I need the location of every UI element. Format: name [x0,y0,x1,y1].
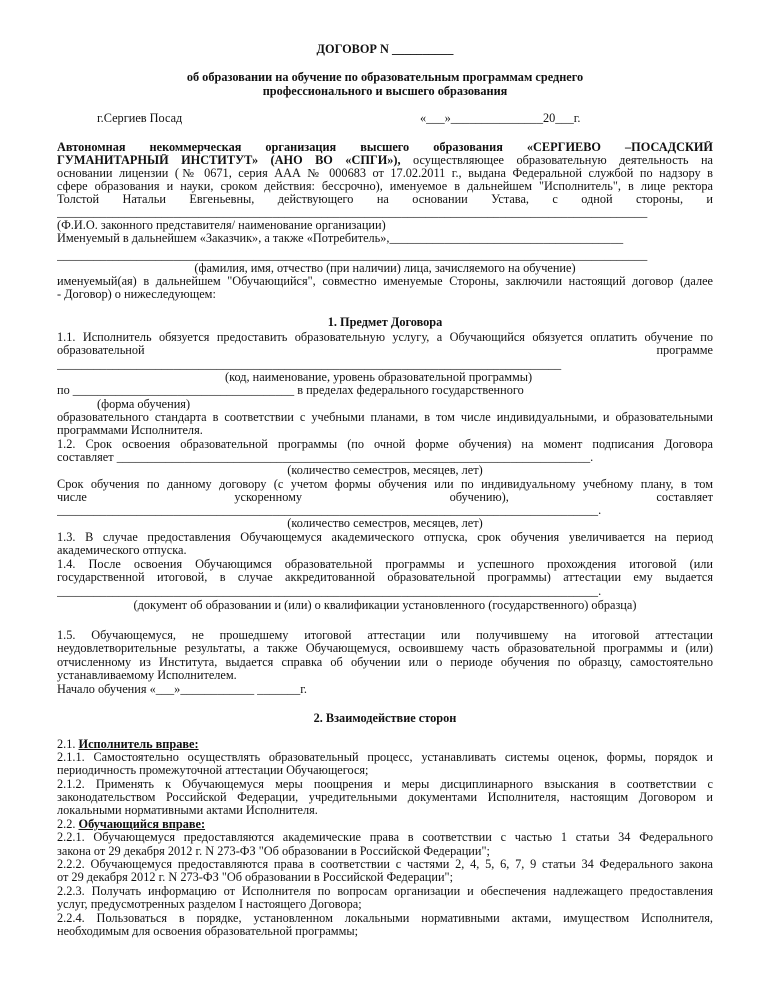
field-caption: (код, наименование, уровень образовательной программы) [225,371,533,384]
section-1-line: 1.1. Исполнитель обязуется предоставить образовательную услугу, а Обучающийся обязуется оплатить обучение по [57,331,713,344]
contract-city: г.Сергиев Посад [97,112,183,125]
subsection-number: 2.1. [57,738,79,751]
preamble-line [57,154,713,167]
section-2-line: от 29 декабря 2012 г. N 273-ФЗ "Об образовании в Российской Федерации"; [57,871,453,884]
field-caption: (Ф.И.О. законного представителя/ наименование организации) [57,219,386,232]
preamble-line: Именуемый в дальнейшем «Заказчик», а также «Потребитель»,______________________________________ [57,232,624,245]
start-date-line: Начало обучения «___»____________ _______г. [57,683,307,696]
blank-line: ________________________________________________________________________________________________ [57,249,648,262]
preamble-line: именуемый(ая) в дальнейшем "Обучающийся", совместно именуемые Стороны, заключили настоящий договор (далее [57,275,713,288]
field-caption: (документ об образовании и (или) о квалификации установленного (государственного) образца) [133,599,637,612]
section-2-line: 2.1.2. Применять к Обучающемуся меры поощрения и меры дисциплинарного взыскания в соответствии с [57,778,713,791]
contract-title: ДОГОВОР N __________ [316,43,454,56]
section-1-line: Срок обучения по данному договору (с учетом формы обучения или по индивидуальному учебному плану, в том [57,478,713,491]
section-2-line: необходимым для освоения образовательной программы; [57,925,359,938]
section-2-line: 2.2.2. Обучающемуся предоставляются права в соответствии с частями 2, 4, 5, 6, 7, 9 статьи 34 Федерального закона [57,858,713,871]
preamble-text: осуществляющее образовательную деятельность на [400,154,713,167]
blank-line: ________________________________________________________________________________________. [57,504,602,517]
section-1-line: 1.5. Обучающемуся, не прошедшему итоговой аттестации или получившему на итоговой аттестации [57,629,713,642]
section-1-line: государственной итоговой, в случае аккредитованной образовательной программы) аттестации ему выдается [57,571,713,584]
section-2-line: 2.2.1. Обучающемуся предоставляются академические права в соответствии с частью 1 статьи 34 Федерального [57,831,713,844]
preamble-line: - Договор) о нижеследующем: [57,288,216,301]
section-1-heading: 1. Предмет Договора [327,316,443,329]
contract-subtitle-line-2: профессионального и высшего образования [262,85,508,98]
section-1-line: отчисленному из Института, выдается справка об обучении или о периоде обучения по образцу, самостоятельно [57,656,713,669]
blank-line: __________________________________________________________________________________ [57,358,562,371]
contract-date: «___»_______________20___г. [420,112,581,125]
section-1-line: составляет _____________________________________________________________________________. [57,451,594,464]
subsection-heading [57,738,713,751]
contract-subtitle-line-1: об образовании на обучение по образовательным программам среднего [186,71,584,84]
section-1-line: по ____________________________________ в пределах федерального государственного [57,384,524,397]
section-2-line: законодательством Российской Федерации, учредительными документами Исполнителя, настоящим Договором и [57,791,713,804]
section-2-line: 2.2.3. Получать информацию от Исполнителя по вопросам организации и обеспечения надлежащего предоставления [57,885,713,898]
blank-line: ________________________________________________________________________________________. [57,585,602,598]
section-2-line: 2.2.4. Пользоваться в порядке, установленном локальными нормативными актами, имуществом Исполнителя, [57,912,713,925]
section-2-line: локальными нормативными актами Исполнителя. [57,804,318,817]
subsection-number: 2.2. [57,818,79,831]
section-1-text: программе [656,344,713,357]
section-1-text: образовательной [57,344,145,357]
institute-name: ГУМАНИТАРНЫЙ ИНСТИТУТ» (АНО ВО «СПГИ»), [57,154,401,167]
field-caption: (количество семестров, месяцев, лет) [287,464,483,477]
subsection-title: Обучающийся вправе: [78,818,206,831]
section-2-line: услуг, предусмотренных разделом I настоящего Договора; [57,898,362,911]
section-2-heading: 2. Взаимодействие сторон [313,712,457,725]
preamble-line: сфере образования и науки, сроком действия: бессрочно), именуемое в дальнейшем "Исполнитель", в лице ректора [57,180,713,193]
section-1-line: числе ускоренному обучению), составляет [57,491,713,504]
field-caption: (фамилия, имя, отчество (при наличии) лица, зачисляемого на обучение) [194,262,576,275]
preamble-line: Толстой Натальи Евгеньевны, действующего на основании Устава, с одной стороны, и [57,193,713,206]
section-1-line [57,344,713,357]
blank-line: ________________________________________________________________________________________________ [57,206,648,219]
section-1-line: 1.2. Срок освоения образовательной программы (по очной форме обучения) на момент подписания Договора [57,438,713,451]
preamble-line: Автономная некоммерческая организация высшего образования «СЕРГИЕВО –ПОСАДСКИЙ [57,141,713,154]
section-2-line: закона от 29 декабря 2012 г. N 273-ФЗ "Об образовании в Российской Федерации"; [57,845,490,858]
subsection-title: Исполнитель вправе: [78,738,199,751]
section-1-line: неудовлетворительные результаты, а также Обучающемуся, освоившему часть образовательной программы и (или) [57,642,713,655]
field-caption: (форма обучения) [97,398,191,411]
section-1-line: 1.4. После освоения Обучающимся образовательной программы и успешного прохождения итоговой (или [57,558,713,571]
section-1-line: 1.3. В случае предоставления Обучающемуся академического отпуска, срок обучения увеличивается на период [57,531,713,544]
section-2-line: периодичность промежуточной аттестации Обучающегося; [57,764,369,777]
field-caption: (количество семестров, месяцев, лет) [287,517,483,530]
section-1-line: образовательного стандарта в соответствии с учебными планами, в том числе индивидуальными, и образовательными [57,411,713,424]
preamble-line: основании лицензии (№ 0671, серия ААА № 000683 от 17.02.2011 г., выдана Федеральной службой по надзору в [57,167,713,180]
subsection-heading [57,818,713,831]
section-1-line: программами Исполнителя. [57,424,203,437]
section-1-line: устанавливаемому Исполнителем. [57,669,237,682]
section-1-line: академического отпуска. [57,544,187,557]
section-2-line: 2.1.1. Самостоятельно осуществлять образовательный процесс, устанавливать системы оценок, формы, порядок и [57,751,713,764]
